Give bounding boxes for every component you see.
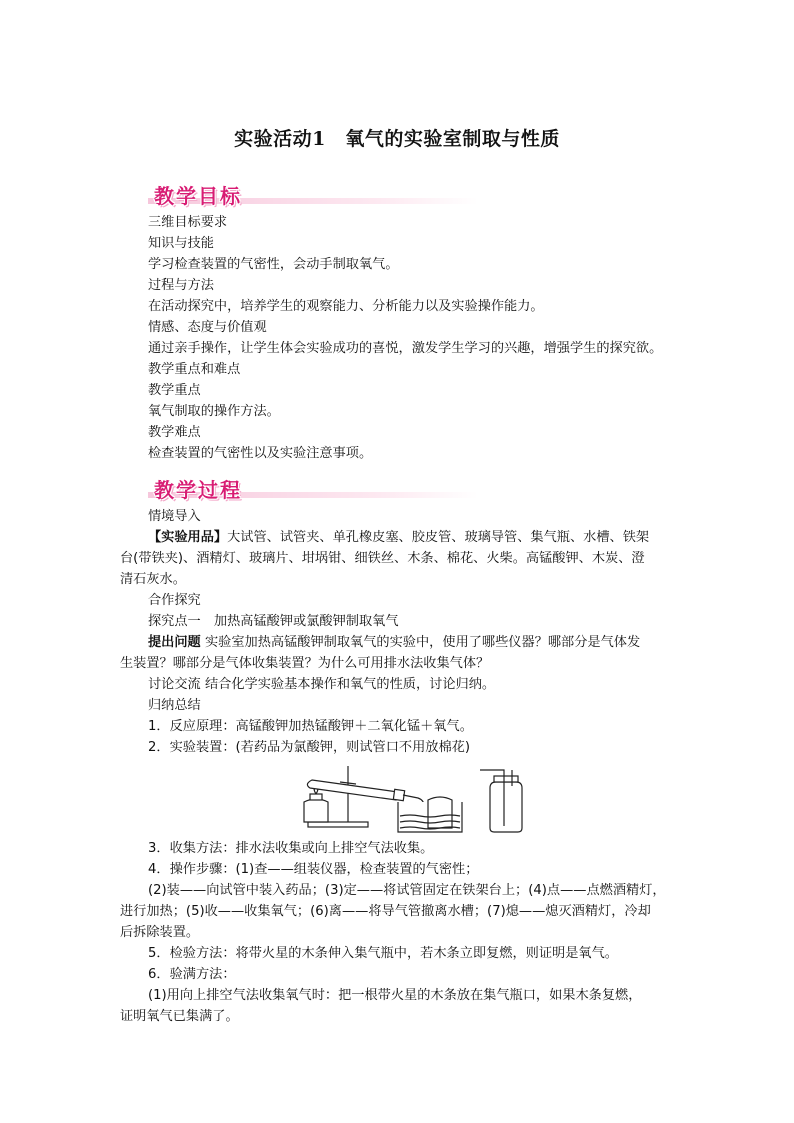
jar-stopper xyxy=(494,776,518,782)
alcohol-lamp xyxy=(304,799,328,822)
supplies-text: 大试管、试管夹、单孔橡皮塞、胶皮管、玻璃导管、集气瓶、水槽、铁架 xyxy=(227,530,650,545)
difficult-heading: 教学难点 xyxy=(148,425,201,440)
item-apparatus: 2．实验装置：(若药品为氯酸钾，则试管口不用放棉花) xyxy=(148,740,470,755)
rubber-stopper xyxy=(393,789,404,800)
supplies-line xyxy=(148,529,649,547)
section-banner-process xyxy=(148,474,478,502)
item-full-check: 6．验满方法： xyxy=(148,967,236,982)
key-heading: 教学重点 xyxy=(148,383,201,398)
item-principle: 1．反应原理：高锰酸钾加热锰酸钾＋二氧化锰＋氧气。 xyxy=(148,719,473,734)
lamp-wick-holder xyxy=(310,794,322,800)
item-full-check-line: (1)用向上排空气法收集氧气时：把一根带火星的木条放在集气瓶口，如果木条复燃， xyxy=(148,988,642,1003)
section-heading: 教学目标 xyxy=(154,184,242,208)
question-text: 实验室加热高锰酸钾制取氧气的实验中，使用了哪些仪器？哪部分是气体发 xyxy=(204,635,641,650)
key-text: 氧气制取的操作方法。 xyxy=(148,404,280,419)
knowledge-text: 学习检查装置的气密性，会动手制取氧气。 xyxy=(148,257,399,272)
discuss-line xyxy=(148,676,495,694)
process-text: 在活动探究中，培养学生的观察能力、分析能力以及实验操作能力。 xyxy=(148,299,544,314)
item-steps-line: 进行加热；(5)收——收集氧气；(6)离——将导气管撤离水槽；(7)熄——熄灭酒精灯，冷却 xyxy=(120,904,651,919)
question-line xyxy=(148,634,640,652)
apparatus-diagram xyxy=(290,762,530,837)
stand-base xyxy=(308,822,368,827)
knowledge-heading: 知识与技能 xyxy=(148,236,214,251)
discuss-text: 结合化学实验基本操作和氧气的性质，讨论归纳。 xyxy=(204,677,496,692)
emotion-text: 通过亲手操作，让学生体会实验成功的喜悦，激发学生学习的兴趣，增强学生的探究欲。 xyxy=(148,341,663,356)
summary-heading: 归纳总结 xyxy=(148,698,201,713)
item-collection: 3．收集方法：排水法收集或向上排空气法收集。 xyxy=(148,841,434,856)
key-difficult-heading: 教学重点和难点 xyxy=(148,362,241,377)
three-dim-heading: 三维目标要求 xyxy=(148,215,228,230)
section-heading: 教学过程 xyxy=(154,478,242,502)
item-steps: 4．操作步骤：(1)查——组装仪器，检查装置的气密性； xyxy=(148,862,479,877)
section-banner-objectives xyxy=(148,180,478,208)
item-steps-line: (2)装——向试管中装入药品；(3)定——将试管固定在铁架台上；(4)点——点燃酒精灯， xyxy=(148,883,666,898)
supplies-label: 【实验用品】 xyxy=(148,530,228,545)
coop-heading: 合作探究 xyxy=(148,593,201,608)
page-title: 实验活动1 氧气的实验室制取与性质 xyxy=(234,128,560,150)
discuss-label: 讨论交流 xyxy=(148,677,201,692)
question-label: 提出问题 xyxy=(148,635,201,650)
gas-jar xyxy=(490,782,522,832)
process-heading: 过程与方法 xyxy=(148,278,214,293)
item-test: 5．检验方法：将带火星的木条伸入集气瓶中，若木条立即复燃，则证明是氧气。 xyxy=(148,946,618,961)
difficult-text: 检查装置的气密性以及实验注意事项。 xyxy=(148,446,373,461)
emotion-heading: 情感、态度与价值观 xyxy=(148,320,267,335)
item-full-check-line: 证明氧气已集满了。 xyxy=(120,1009,239,1024)
question-line: 生装置？哪部分是气体收集装置？为什么可用排水法收集气体？ xyxy=(120,656,490,671)
item-steps-line: 后拆除装置。 xyxy=(120,925,200,940)
supplies-line: 清石灰水。 xyxy=(120,572,186,587)
point1-heading: 探究点一 加热高锰酸钾或氯酸钾制取氧气 xyxy=(148,614,399,629)
supplies-line: 台(带铁夹)、酒精灯、玻璃片、坩埚钳、细铁丝、木条、棉花、火柴。高锰酸钾、木炭、澄 xyxy=(120,551,645,566)
intro-heading: 情境导入 xyxy=(148,509,201,524)
